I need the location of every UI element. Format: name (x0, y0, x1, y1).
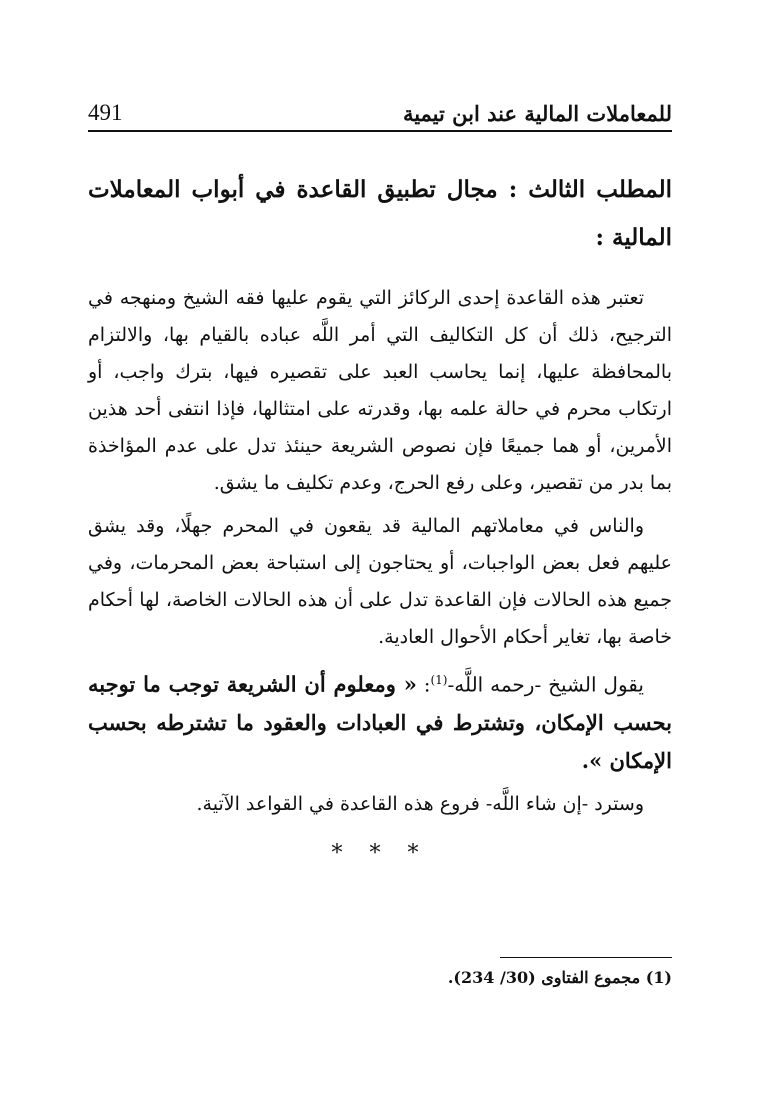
page-body (88, 166, 672, 866)
page-number: 491 (88, 100, 123, 125)
footnote-rule (500, 957, 672, 958)
quote-intro: يقول الشيخ -رحمه اللَّه- (447, 672, 644, 697)
paragraph-4: وسترد -إن شاء اللَّه- فروع هذه القاعدة في القواعد الآتية. (196, 792, 644, 815)
running-title: للمعاملات المالية عند ابن تيمية (402, 101, 672, 126)
page-header (88, 86, 672, 126)
header-rule (88, 130, 672, 132)
footnote-reference: (1) (430, 673, 448, 687)
section-separator: * * * (331, 840, 429, 866)
paragraph-1: تعتبر هذه القاعدة إحدى الركائز التي يقوم عليها فقه الشيخ ومنهجه في الترجيح، ذلك أن كل التكاليف التي أمر اللَّه عباده بالقيام بها، والالتزام بالمحافظة عليها، إنما يحاسب العبد على تقصيره فيها، بترك واجب، أو ارتكاب محرم في حالة علمه بها، وقدرته على امتثالها، فإذا انتفى أحد هذين الأمرين، أو هما جميعًا فإن نصوص الشريعة حينئذ تدل على عدم المؤاخذة بما بدر من تقصير، وعلى رفع الحرج، وعدم تكليف ما يشق. (88, 287, 672, 494)
paragraph-2: والناس في معاملاتهم المالية قد يقعون في المحرم جهلًا، وقد يشق عليهم فعل بعض الواجبات، أو يحتاجون إلى استباحة بعض المحرمات، وفي جميع هذه الحالات فإن القاعدة تدل على أن هذه الحالات الخاصة، لها أحكام خاصة بها، تغاير أحكام الأحوال العادية. (88, 515, 672, 648)
paragraph-3 (88, 662, 672, 780)
section-title: المطلب الثالث : مجال تطبيق القاعدة في أبواب المعاملات المالية : (88, 176, 672, 251)
quote-colon: : (416, 672, 431, 697)
footnote: (1) مجموع الفتاوى (30/ 234). (447, 968, 672, 987)
quote-text: « ومعلوم أن الشريعة توجب ما توجبه بحسب الإمكان، وتشترط في العبادات والعقود ما تشترطه بحسب الإمكان ». (88, 671, 672, 773)
